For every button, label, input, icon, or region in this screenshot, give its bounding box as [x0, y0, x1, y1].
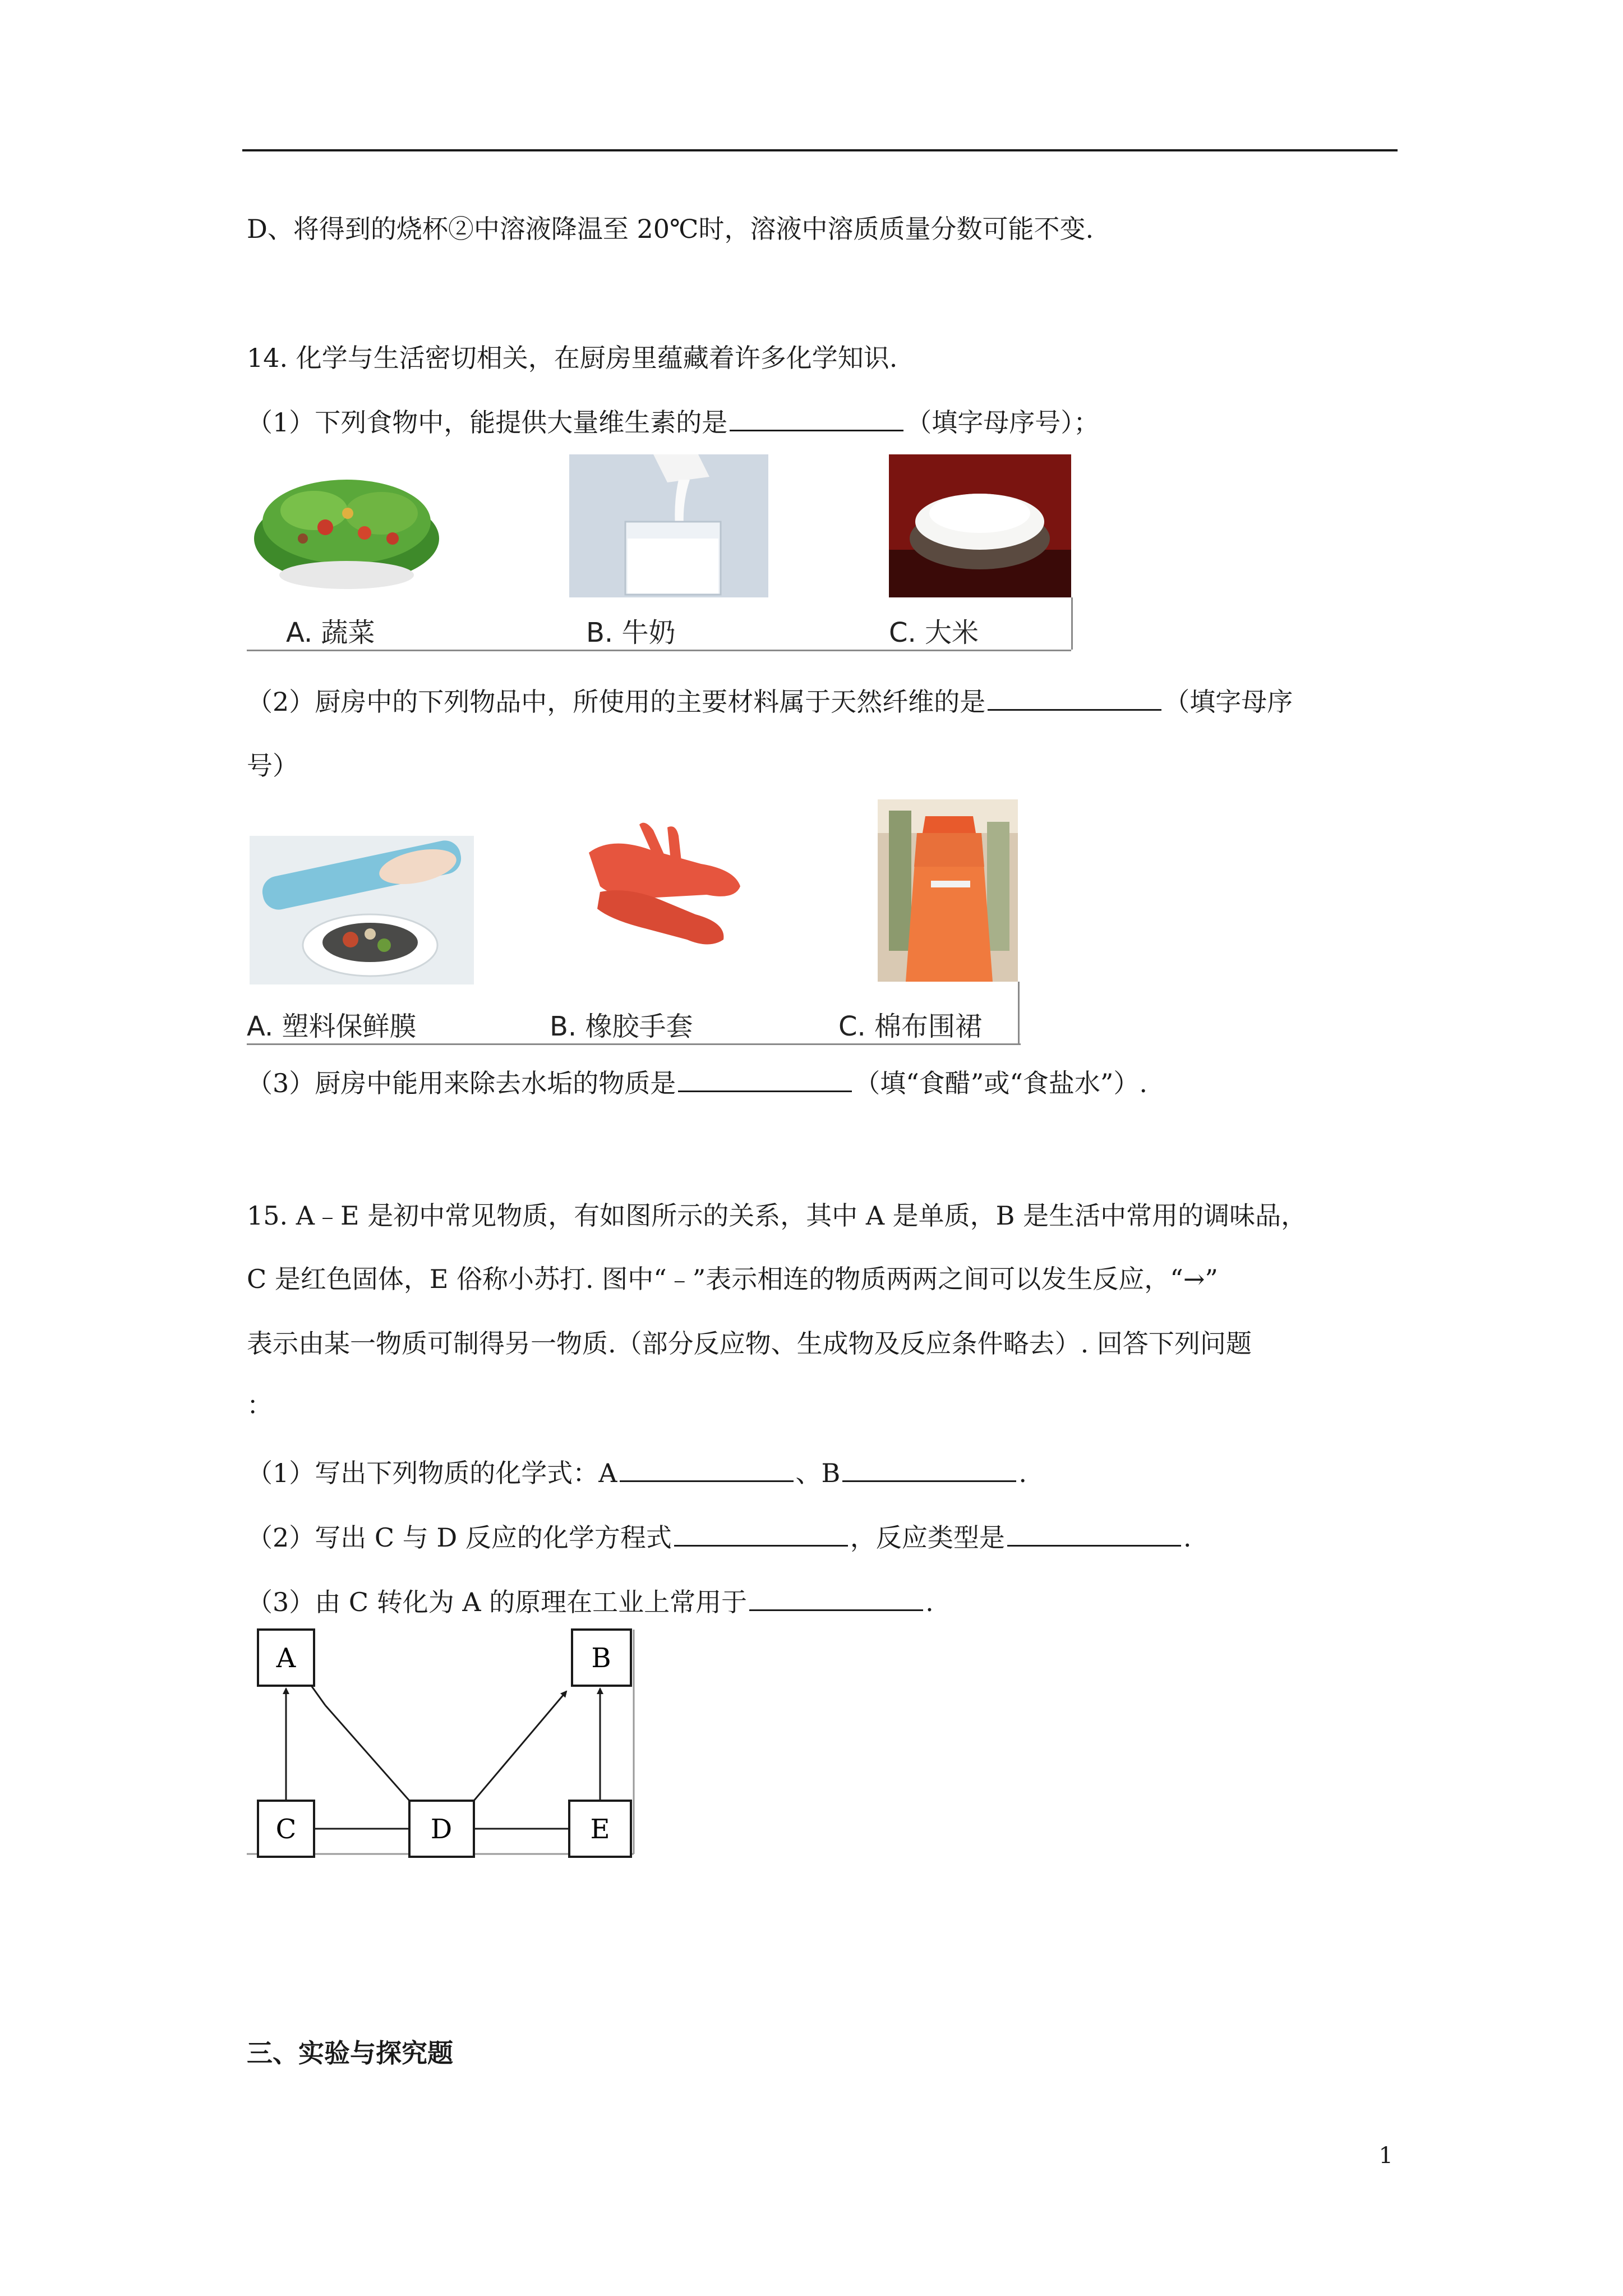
q14-part2-wrap: 号） [247, 751, 298, 781]
header-rule [242, 149, 1398, 151]
q14-part1-prompt: （1）下列食物中，能提供大量维生素的是 [247, 407, 728, 438]
food-row-right-rule [1071, 597, 1073, 650]
edge-a-d-stub [311, 1686, 325, 1705]
cotton-apron-icon [878, 799, 1018, 982]
kitchen-row-right-rule [1018, 982, 1020, 1043]
kitchen-label-a: A. 塑料保鲜膜 [247, 1011, 417, 1042]
q14-part3 [247, 1066, 1147, 1100]
edge-d-to-b [474, 1691, 566, 1801]
relationship-diagram-svg [247, 1627, 639, 1868]
salad-image [247, 454, 446, 597]
q15-part3 [247, 1585, 934, 1619]
food-image-row [247, 454, 1071, 651]
q14-part3-prompt: （3）厨房中能用来除去水垢的物质是 [247, 1068, 676, 1098]
salad-bowl-icon [247, 454, 446, 597]
food-label-b: B. 牛奶 [586, 617, 676, 648]
rice-image [889, 454, 1071, 597]
food-label-a: A. 蔬菜 [286, 617, 375, 648]
q14-part3-hint: （填“食醋”或“食盐水”）. [854, 1068, 1147, 1098]
plastic-wrap-image [250, 836, 474, 984]
q15-part1-prompt: （1）写出下列物质的化学式：A [247, 1458, 617, 1488]
rubber-glove-icon [566, 802, 757, 970]
page-number: 1 [1378, 2143, 1393, 2169]
q14-part3-blank[interactable] [678, 1066, 852, 1092]
node-a-label: A [276, 1642, 296, 1674]
node-e-label: E [590, 1814, 610, 1845]
q14-part1 [247, 405, 1099, 439]
food-label-c: C. 大米 [889, 617, 979, 648]
q15-part3-blank[interactable] [749, 1585, 923, 1611]
kitchen-row-bottom-rule [247, 1043, 1021, 1045]
kitchen-label-b: B. 橡胶手套 [550, 1011, 693, 1042]
q15-part2-blank-equation[interactable] [674, 1520, 848, 1547]
q15-part2 [247, 1520, 1191, 1554]
section-3-title: 三、实验与探究题 [247, 2038, 453, 2068]
q15-stem-line3: 表示由某一物质可制得另一物质.（部分反应物、生成物及反应条件略去）. 回答下列问题 [247, 1328, 1252, 1359]
q14-part2-prompt: （2）厨房中的下列物品中，所使用的主要材料属于天然纤维的是 [247, 687, 986, 717]
food-row-bottom-rule [247, 650, 1071, 651]
q15-part1-sep: 、B [795, 1458, 841, 1488]
q15-stem-line4: ： [247, 1390, 273, 1420]
node-b-label: B [591, 1642, 611, 1674]
q14-part1-hint: （填字母序号）； [906, 407, 1100, 438]
q15-part2-blank-type[interactable] [1007, 1520, 1181, 1547]
rubber-glove-image [566, 802, 757, 970]
q14-part1-blank[interactable] [730, 405, 903, 431]
milk-image [569, 454, 768, 597]
q14-part2-blank[interactable] [988, 684, 1161, 711]
node-d-label: D [430, 1814, 453, 1845]
q15-part2-prompt: （2）写出 C 与 D 反应的化学方程式 [247, 1522, 672, 1553]
q15-part3-prompt: （3）由 C 转化为 A 的原理在工业上常用于 [247, 1587, 748, 1617]
edge-a-d [325, 1705, 409, 1801]
q15-part1-blank-a[interactable] [620, 1456, 794, 1482]
q15-stem-line1: 15. A﹣E 是初中常见物质，有如图所示的关系，其中 A 是单质，B 是生活中常用的调味品， [247, 1200, 1307, 1231]
q15-stem-line2: C 是红色固体，E 俗称小苏打. 图中“﹣”表示相连的物质两两之间可以发生反应，“→” [247, 1264, 1218, 1294]
kitchen-label-c: C. 棉布围裙 [838, 1011, 983, 1042]
cotton-apron-image [878, 799, 1018, 982]
q15-part3-end: . [925, 1587, 934, 1617]
q14-part2-hint: （填字母序 [1164, 687, 1293, 717]
node-c-label: C [275, 1814, 297, 1845]
q15-part1 [247, 1456, 1027, 1490]
milk-glass-icon [569, 454, 768, 597]
rice-bowl-icon [889, 454, 1071, 597]
relationship-diagram [247, 1627, 639, 1870]
q15-part2-end: . [1183, 1522, 1192, 1553]
q15-part1-end: . [1018, 1458, 1027, 1488]
q14-stem: 14. 化学与生活密切相关，在厨房里蕴藏着许多化学知识. [247, 343, 898, 373]
q15-part2-sep: ，反应类型是 [850, 1522, 1005, 1553]
q14-part2 [247, 684, 1293, 719]
kitchen-item-row [247, 799, 1021, 1046]
q15-part1-blank-b[interactable] [842, 1456, 1016, 1482]
option-d-text: D、将得到的烧杯②中溶液降温至 20℃时，溶液中溶质质量分数可能不变. [247, 214, 1094, 244]
plastic-wrap-icon [250, 836, 474, 984]
